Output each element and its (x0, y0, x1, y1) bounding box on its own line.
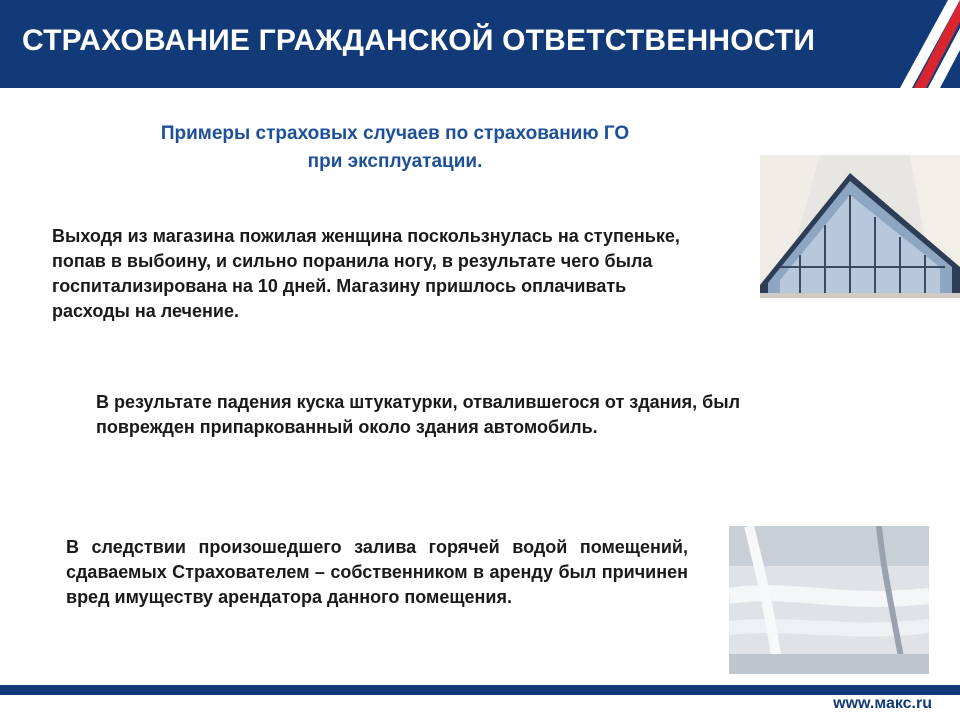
pipes-photo (729, 526, 929, 674)
subtitle-line-1: Примеры страховых случаев по страхованию ГО (160, 123, 630, 144)
slide-header (0, 0, 960, 88)
footer-bar (0, 685, 960, 695)
glass-building-photo (760, 155, 960, 298)
example-paragraph-1: Выходя из магазина пожилая женщина поскользнулась на ступеньке, попав в выбоину, и сильно поранила ногу, в результате чего была госпитализирована на 10 дней. Магазину пришлось оплачивать расходы на лечение. (52, 226, 680, 321)
footer-url: www.макс.ru (833, 695, 932, 712)
subtitle-line-2: при эксплуатации. (307, 151, 483, 172)
example-paragraph-3: В следствии произошедшего залива горячей водой помещений, сдаваемых Страхователем – собственником в аренду был причинен вред имуществу арендатора данного помещения. (66, 537, 688, 607)
example-paragraph-2: В результате падения куска штукатурки, отвалившегося от здания, был поврежден припаркованный около здания автомобиль. (96, 392, 741, 437)
stripes-decoration (830, 0, 960, 88)
slide-title: СТРАХОВАНИЕ ГРАЖДАНСКОЙ ОТВЕТСТВЕННОСТИ (22, 24, 816, 57)
slide-subtitle (80, 120, 710, 176)
footer-area (0, 695, 960, 720)
